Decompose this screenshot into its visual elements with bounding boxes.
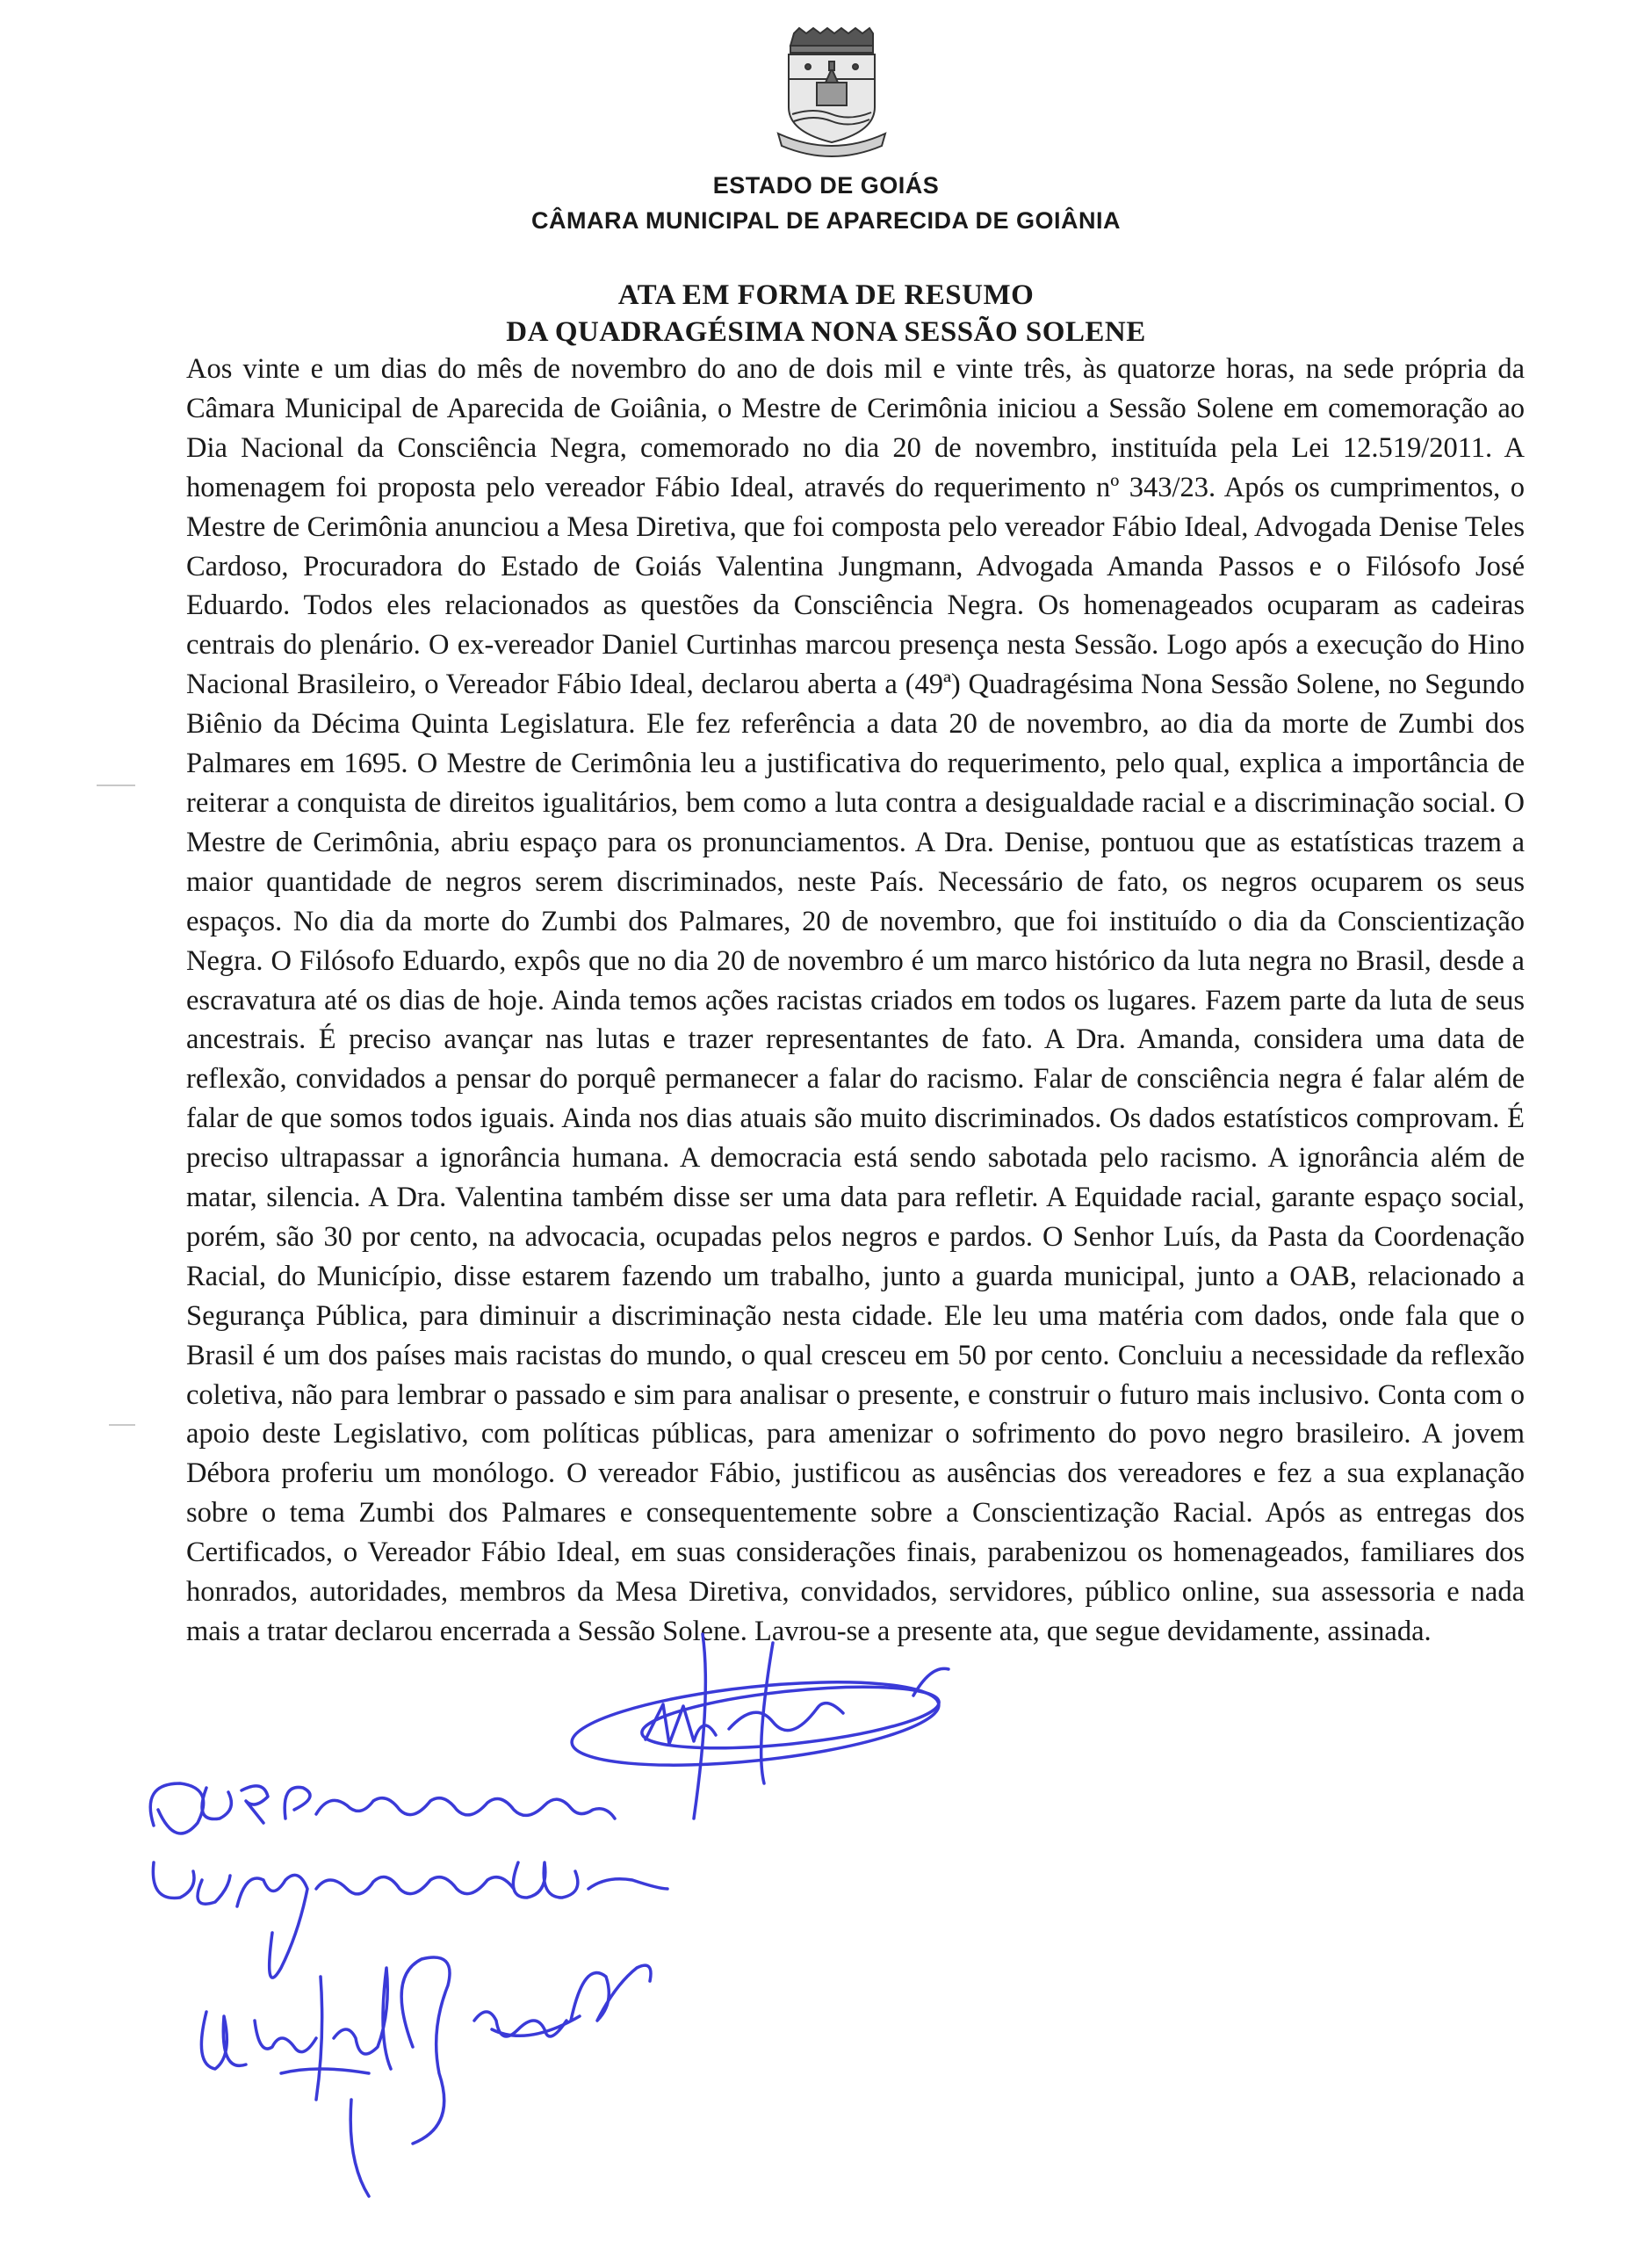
chamber-heading: CÂMARA MUNICIPAL DE APARECIDA DE GOIÂNIA: [530, 207, 1121, 234]
margin-mark: [97, 785, 135, 786]
state-heading: ESTADO DE GOIÁS: [712, 172, 940, 199]
presiding-councilor-signature: [568, 1634, 949, 1819]
document-title-line-2: DA QUADRAGÉSIMA NONA SESSÃO SOLENE: [506, 316, 1146, 348]
signature-fabio-ideal: [201, 1968, 391, 2196]
signature-acrpassos: [150, 1783, 615, 1833]
signature-eduardo: [401, 1957, 651, 2144]
margin-mark: [109, 1424, 135, 1426]
municipal-crest-icon: [775, 26, 889, 158]
document-title-line-1: ATA EM FORMA DE RESUMO: [617, 279, 1035, 311]
signature-jungmann: [153, 1862, 667, 1978]
minutes-body-paragraph: Aos vinte e um dias do mês de novembro do ano de dois mil e vinte três, às quatorze horas, na sede própria da Câmara Municipal de Aparecida de Goiânia, o Mestre de Cerimônia iniciou a Sessão Solene em comemoração ao Dia Nacional da Consciência Negra, comemorado no dia 20 de novembro, instituída pela Lei 12.519/2011. A homenagem foi proposta pelo vereador Fábio Ideal, através do requerimento nº 343/23. Após os cumprimentos, o Mestre de Cerimônia anunciou a Mesa Diretiva, que foi composta pelo vereador Fábio Ideal, Advogada Denise Teles Cardoso, Procuradora do Estado de Goiás Valentina Jungmann, Advogada Amanda Passos e o Filósofo José Eduardo. Todos eles relacionados as questões da Consciência Negra. Os homenageados ocuparam as cadeiras centrais do plenário. O ex-vereador Daniel Curtinhas marcou presença nesta Sessão. Logo após a execução do Hino Nacional Brasileiro, o Vereador Fábio Ideal, declarou aberta a (49ª) Quadragésima Nona Sessão Solene, no Segundo Biênio da Décima Quinta Legislatura. Ele fez referência a data 20 de novembro, ao dia da morte de Zumbi dos Palmares em 1695. O Mestre de Cerimônia leu a justificativa do requerimento, pelo qual, explica a importância de reiterar a conquista de direitos igualitários, bem como a luta contra a desigualdade racial e a discriminação social. O Mestre de Cerimônia, abriu espaço para os pronunciamentos. A Dra. Denise, pontuou que as estatísticas trazem a maior quantidade de negros serem discriminados, neste País. Necessário de fato, os negros ocuparem os seus espaços. No dia da morte do Zumbi dos Palmares, 20 de novembro, que foi instituído o dia da Conscientização Negra. O Filósofo Eduardo, expôs que no dia 20 de novembro é um marco histórico da luta negra no Brasil, desde a escravatura até os dias de hoje. Ainda temos ações racistas criados em todos os lugares. Fazem parte da luta de seus ancestrais. É preciso avançar nas lutas e trazer representantes de fato. A Dra. Amanda, considera uma data de reflexão, convidados a pensar do porquê permanecer a falar do racismo. Falar de consciência negra é falar além de falar de que somos todos iguais. Ainda nos dias atuais são muito discriminados. Os dados estatísticos comprovam. É preciso ultrapassar a ignorância humana. A democracia está sendo sabotada pelo racismo. A ignorância além de matar, silencia. A Dra. Valentina também disse ser uma data para refletir. A Equidade racial, garante espaço social, porém, são 30 por cento, na advocacia, ocupadas pelos negros e pardos. O Senhor Luís, da Pasta da Coordenação Racial, do Município, disse estarem fazendo um trabalho, junto a guarda municipal, junto a OAB, relacionado a Segurança Pública, para diminuir a discriminação nesta cidade. Ele leu uma matéria com dados, onde fala que o Brasil é um dos países mais racistas do mundo, o qual cresceu em 50 por cento. Concluiu a necessidade da reflexão coletiva, não para lembrar o passado e sim para analisar o presente, e construir o futuro mais inclusivo. Conta com o apoio deste Legislativo, com políticas públicas, para amenizar o sofrimento do povo negro brasileiro. A jovem Débora proferiu um monólogo. O vereador Fábio, justificou as ausências dos vereadores e fez a sua explanação sobre o tema Zumbi dos Palmares e consequentemente sobre a Conscientização Racial. Após as entregas dos Certificados, o Vereador Fábio Ideal, em suas considerações finais, parabenizou os homenageados, familiares dos honrados, autoridades, membros da Mesa Diretiva, convidados, servidores, público online, sua assessoria e nada mais a tratar declarou encerrada a Sessão Solene. Lavrou-se a presente ata, que segue devidamente, assinada.: [186, 353, 1525, 1647]
